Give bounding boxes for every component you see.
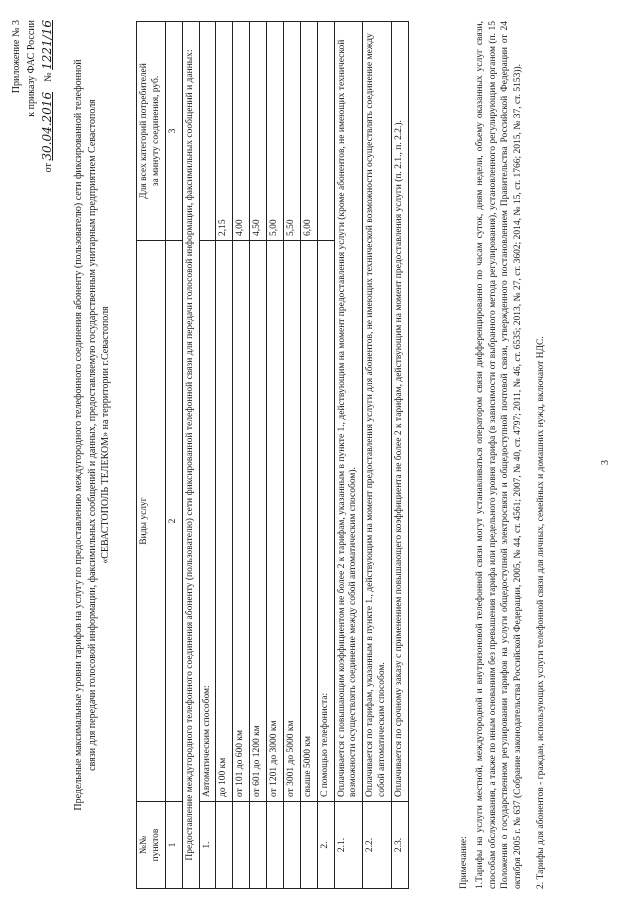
- distance-row: свыше 5000 км 6,00: [300, 22, 317, 889]
- note-2: 2. Тарифы для абонентов - граждан, использующих услуги телефонной связи для личных, семейных и домашних нужд, включают НДС.: [536, 336, 547, 889]
- distance-row: от 3001 до 5000 км 5,50: [283, 22, 300, 889]
- page-number: 3: [600, 460, 611, 465]
- distance-row: от 601 до 1200 км 4,50: [250, 22, 267, 889]
- document-heading: Предельные максимальные уровни тарифов на услугу по предоставлению междугородного телефонного соединения абоненту (пользователю) сети фиксированной телефонной связи для передачи голосовой информации, факсимильных сообщений и данных, предоставляемую государственным унитарным предприятием Севастополя «СЕВАСТОПОЛЬ ТЕЛЕКОМ» на территории г.Севастополя: [73, 59, 111, 811]
- distance-row: от 1201 до 3000 км 5,00: [267, 22, 284, 889]
- section-row: [182, 22, 199, 889]
- notes-title: Примечание:: [459, 836, 469, 889]
- header-price: Для всех категорий потребителей за минуту соединения, руб.: [137, 22, 166, 241]
- tariff-value: 6,00: [300, 22, 317, 241]
- table-row: 2.1. Оплачивается с повышающим коэффициентом не более 2 к тарифам, указанным в пункте 1., действующим на момент предоставления услуги (кроме абонентов, не имеющих технической возможности осуществлять соединение между собой автоматическим способом).: [334, 22, 363, 889]
- handwritten-date: 30.04.2016: [40, 91, 54, 161]
- table-row: 2. С помощью телефониста:: [317, 22, 334, 889]
- header-service: Виды услуг: [137, 241, 166, 802]
- notes-section: [458, 21, 551, 889]
- distance-row: до 100 км 2,15: [216, 22, 233, 889]
- tariff-value: 5,00: [267, 22, 284, 241]
- distance-row: от 101 до 600 км 4,00: [233, 22, 250, 889]
- appendix-order: к приказу ФАС России: [25, 20, 37, 117]
- column-number-row: 1 2 3: [165, 22, 182, 889]
- tariff-value: 2,15: [216, 22, 233, 241]
- table-row: 1. Автоматическим способом:: [199, 22, 216, 889]
- appendix-title: Приложение № 3: [11, 20, 22, 94]
- header-number: №№ пунктов: [137, 802, 166, 889]
- handwritten-number: 1221/16: [40, 20, 54, 70]
- table-header-row: [137, 22, 166, 889]
- tariff-value: 4,50: [250, 22, 267, 241]
- tariff-value: 5,50: [283, 22, 300, 241]
- table-row: 2.3. Оплачивается по срочному заказу с применением повышающего коэффициента не более 2 к тарифам, действующим на момент предоставления услуги (п. 2.1., п. 2.2.).: [392, 22, 409, 889]
- tariff-table: [136, 21, 409, 889]
- note-1: 1.Тарифы на услуги местной, междугородной и внутризоновой телефонной связи могут устанавливаться оператором связи дифференцированно по часам суток, дням недели, объему оказанных услуг связи, способам обслуживания, а также по иным основаниям без превышения тарифа или предельного уровня тарифа (в зависимости от выбранного метода регулирования), установленного регулирующим органом (п. 15 Положения о государственном регулировании тарифов на услуги общедоступной электросвязи и общедоступной почтовой связи, утвержденного постановлением Правительства Российской Федерации от 24 октября 2005 г. № 637 (Собрание законодательства Российской Федерации, 2005, № 44, ст. 4561; 2007, № 40, ст. 4797; 2011, № 46, ст. 6535; 2013, № 27, ст. 3602; 2014, № 15, ст. 1766; 2015, № 37, ст. 5153)).: [474, 21, 524, 889]
- appendix-date-line: от 30.04.2016 № 1221/16: [40, 20, 54, 173]
- tariff-value: 4,00: [233, 22, 250, 241]
- appendix-header: [10, 20, 57, 172]
- section-title: Предоставление междугородного телефонного соединения абоненту (пользователю) сети фиксированной телефонной связи для передачи голосовой информации, факсимильных сообщений и данных:: [182, 22, 199, 889]
- table-row: 2.2. Оплачивается по тарифам, указанным в пункте 1., действующим на момент предоставления услуги для абонентов, не имеющих технической возможности осуществлять соединение между собой автоматическим способом.: [363, 22, 392, 889]
